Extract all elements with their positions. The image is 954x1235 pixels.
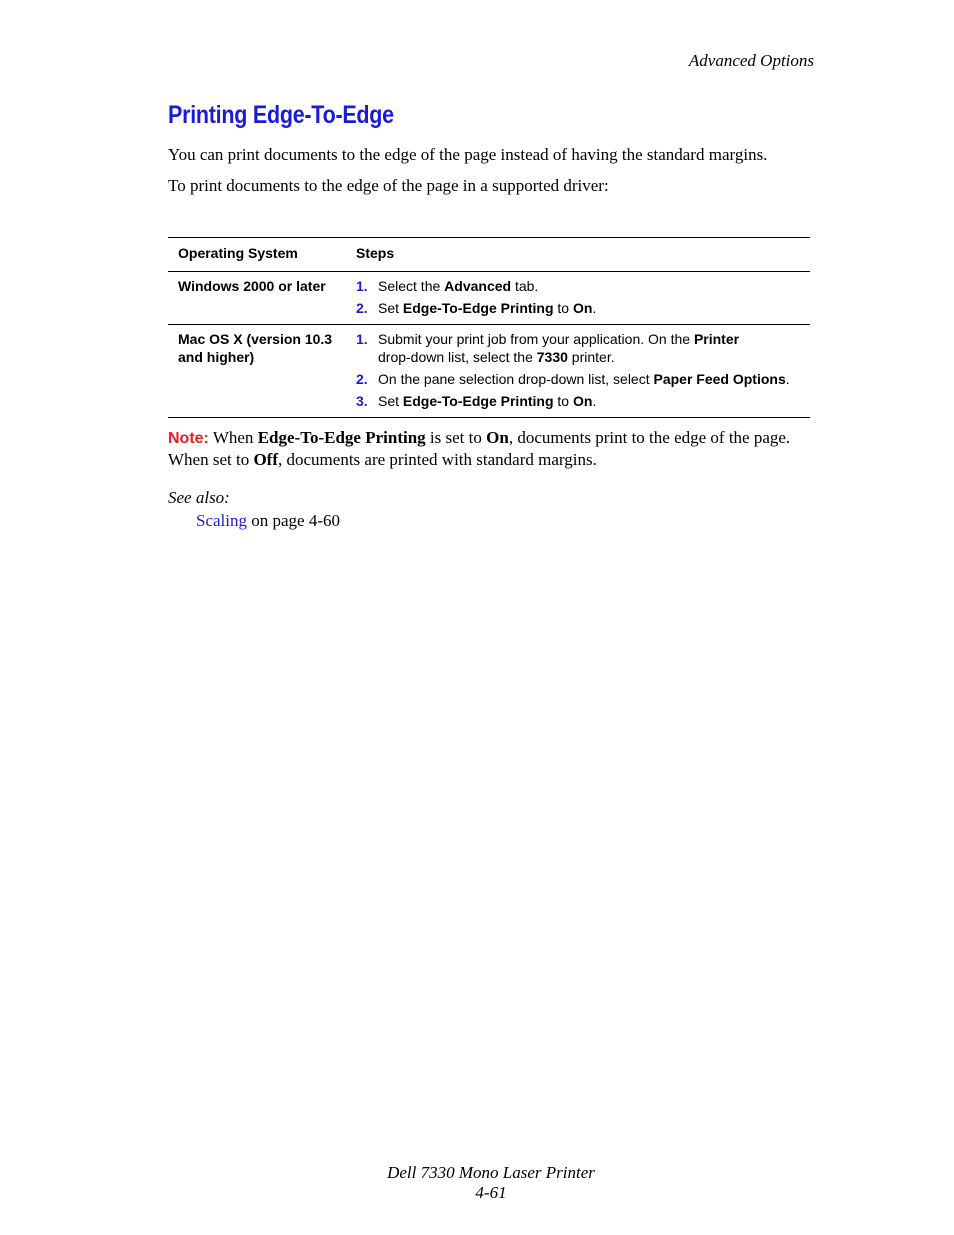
table-row-windows <box>168 272 810 325</box>
step-list <box>356 277 810 317</box>
column-header-steps: Steps <box>356 245 395 261</box>
step-item <box>356 277 810 295</box>
os-name-line: Mac OS X (version 10.3 <box>178 331 333 347</box>
instruction-paragraph: To print documents to the edge of the page in a supported driver: <box>168 176 609 195</box>
page-number: 4-61 <box>475 1183 507 1202</box>
note-label: Note: <box>168 430 209 447</box>
os-name: Windows 2000 or later <box>178 278 326 294</box>
step-text: Submit your print job from your application. On the Printer drop-down list, select the 7330 printer. <box>378 331 740 365</box>
column-header-os: Operating System <box>178 245 298 261</box>
step-list <box>356 330 810 410</box>
step-item <box>356 299 810 317</box>
table-header-row <box>168 238 810 272</box>
step-number: 2. <box>356 300 368 316</box>
scaling-link[interactable]: Scaling <box>196 511 247 530</box>
os-cell <box>168 272 346 325</box>
step-number: 1. <box>356 331 368 347</box>
running-header: Advanced Options <box>688 51 814 70</box>
step-item <box>356 370 810 388</box>
see-also-reference <box>196 511 340 531</box>
step-text: On the pane selection drop-down list, select Paper Feed Options. <box>378 371 790 387</box>
note-paragraph: Note: When Edge-To-Edge Printing is set to On, documents print to the edge of the page. When set to Off, documents are printed with standard margins. <box>168 428 791 469</box>
os-cell <box>168 325 346 418</box>
page-title: Printing Edge-To-Edge <box>168 101 394 129</box>
step-number: 2. <box>356 371 368 387</box>
step-text: Select the Advanced tab. <box>378 278 539 294</box>
steps-cell <box>346 272 810 325</box>
table-row-mac <box>168 325 810 418</box>
step-number: 1. <box>356 278 368 294</box>
step-text: Set Edge-To-Edge Printing to On. <box>378 393 597 409</box>
intro-paragraph: You can print documents to the edge of the page instead of having the standard margins. <box>168 145 768 164</box>
os-name-line: and higher) <box>178 349 255 365</box>
step-item <box>356 392 810 410</box>
step-item <box>356 330 810 366</box>
footer-product: Dell 7330 Mono Laser Printer <box>387 1163 595 1182</box>
see-also-label: See also: <box>168 488 230 507</box>
reference-suffix: on page 4-60 <box>247 511 341 530</box>
step-text: Set Edge-To-Edge Printing to On. <box>378 300 597 316</box>
step-number: 3. <box>356 393 368 409</box>
steps-table <box>168 237 810 418</box>
page-footer <box>0 1163 954 1203</box>
steps-cell <box>346 325 810 418</box>
